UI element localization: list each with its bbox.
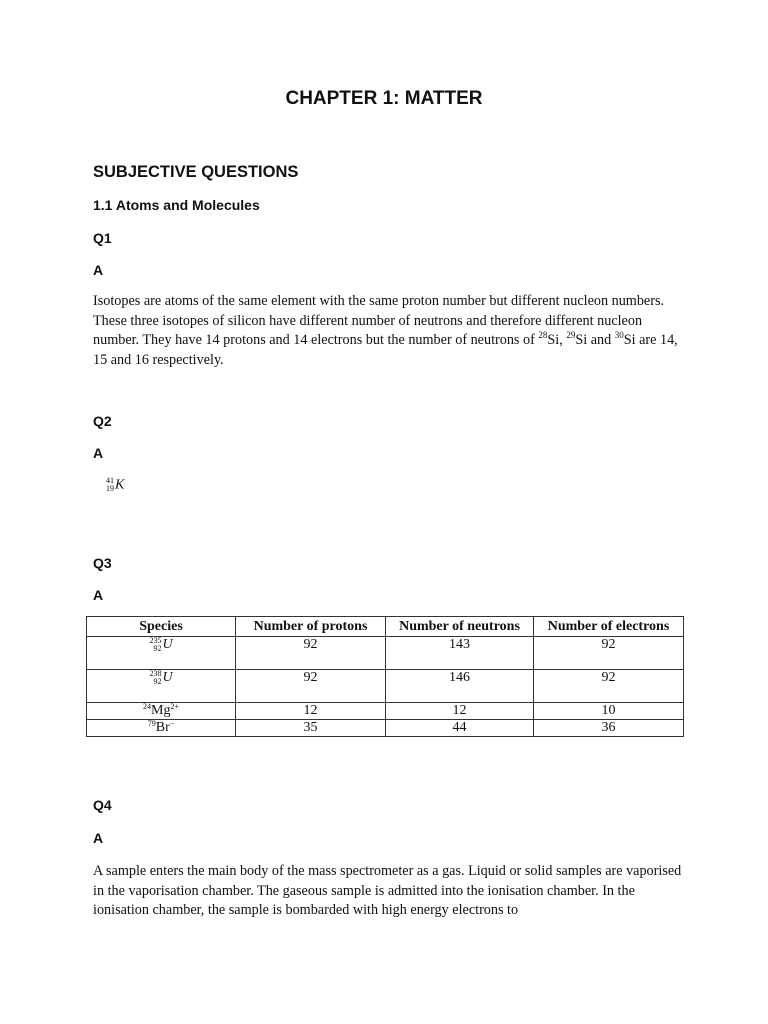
table-row bbox=[87, 637, 684, 670]
table-cell-electrons: 92 bbox=[534, 637, 684, 670]
subsection-title: 1.1 Atoms and Molecules bbox=[93, 197, 260, 213]
species-mass: 24 bbox=[143, 702, 152, 711]
species-table bbox=[86, 616, 684, 737]
answer-label-q1: A bbox=[93, 262, 104, 278]
isotope-mass-29: 29 bbox=[566, 330, 576, 340]
answer-label-q3: A bbox=[93, 587, 104, 603]
answer-text-q4: A sample enters the main body of the mass spectrometer as a gas. Liquid or solid samples are vaporised in the vaporisation chamber. The gaseous sample is admitted into the ionisation chamber. In the ionisation chamber, the sample is bombarded with high energy electrons to bbox=[93, 863, 682, 918]
species-symbol: Br bbox=[155, 720, 170, 735]
question-label-q1: Q1 bbox=[93, 230, 112, 246]
species-atomic: 92 bbox=[153, 677, 162, 686]
isotope-mass-30: 30 bbox=[614, 330, 624, 340]
nuclide-atomic-number: 19 bbox=[106, 484, 114, 494]
species-mass: 79 bbox=[147, 719, 156, 728]
table-cell-protons: 12 bbox=[236, 703, 386, 720]
answer-label-q2: A bbox=[93, 445, 104, 461]
table-header-species: Species bbox=[87, 617, 236, 637]
section-title: SUBJECTIVE QUESTIONS bbox=[93, 163, 299, 181]
table-header-neutrons: Number of neutrons bbox=[386, 617, 534, 637]
nuclide-potassium bbox=[106, 476, 124, 494]
table-cell-neutrons: 143 bbox=[386, 637, 534, 670]
answer-label-q4: A bbox=[93, 830, 104, 846]
species-symbol: U bbox=[162, 670, 173, 685]
table-cell-electrons: 36 bbox=[534, 720, 684, 737]
question-label-q2: Q2 bbox=[93, 413, 112, 429]
table-cell-species bbox=[87, 637, 236, 670]
table-cell-species bbox=[87, 720, 236, 737]
table-cell-electrons: 92 bbox=[534, 670, 684, 703]
table-header-electrons: Number of electrons bbox=[534, 617, 684, 637]
table-cell-neutrons: 146 bbox=[386, 670, 534, 703]
table-row bbox=[87, 670, 684, 703]
chapter-title: CHAPTER 1: MATTER bbox=[285, 88, 483, 109]
table-cell-species bbox=[87, 703, 236, 720]
table-header-row bbox=[87, 617, 684, 637]
table-cell-species bbox=[87, 670, 236, 703]
table-row bbox=[87, 703, 684, 720]
nuclide-mass-number: 41 bbox=[106, 476, 114, 486]
isotope-mass-28: 28 bbox=[538, 330, 548, 340]
species-symbol: Mg bbox=[151, 703, 171, 718]
question-label-q4: Q4 bbox=[93, 797, 112, 813]
table-cell-protons: 35 bbox=[236, 720, 386, 737]
table-cell-neutrons: 12 bbox=[386, 703, 534, 720]
table-cell-electrons: 10 bbox=[534, 703, 684, 720]
answer-text-q1-main: Isotopes are atoms of the same element with the same proton number but different nucleon numbers. These three isotopes of silicon have different number of neutrons and therefore different nucleon number. They have 14 protons and 14 electrons but the number of neutrons of bbox=[93, 293, 665, 348]
table-cell-protons: 92 bbox=[236, 670, 386, 703]
species-charge: − bbox=[169, 719, 175, 728]
species-symbol: U bbox=[162, 637, 173, 652]
nuclide-symbol: K bbox=[115, 477, 125, 493]
species-mass: 238 bbox=[149, 669, 162, 678]
species-charge: 2+ bbox=[170, 702, 179, 711]
species-atomic: 92 bbox=[153, 644, 162, 653]
isotope-symbol-2: Si and bbox=[575, 332, 615, 348]
species-mass: 235 bbox=[149, 636, 162, 645]
isotope-symbol-3: Si are 14, 15 and 16 respectively. bbox=[93, 332, 678, 368]
table-cell-protons: 92 bbox=[236, 637, 386, 670]
question-label-q3: Q3 bbox=[93, 555, 112, 571]
table-header-protons: Number of protons bbox=[236, 617, 386, 637]
table-row bbox=[87, 720, 684, 737]
answer-text-q1 bbox=[93, 292, 683, 370]
table-cell-neutrons: 44 bbox=[386, 720, 534, 737]
isotope-symbol-1: Si, bbox=[547, 332, 567, 348]
